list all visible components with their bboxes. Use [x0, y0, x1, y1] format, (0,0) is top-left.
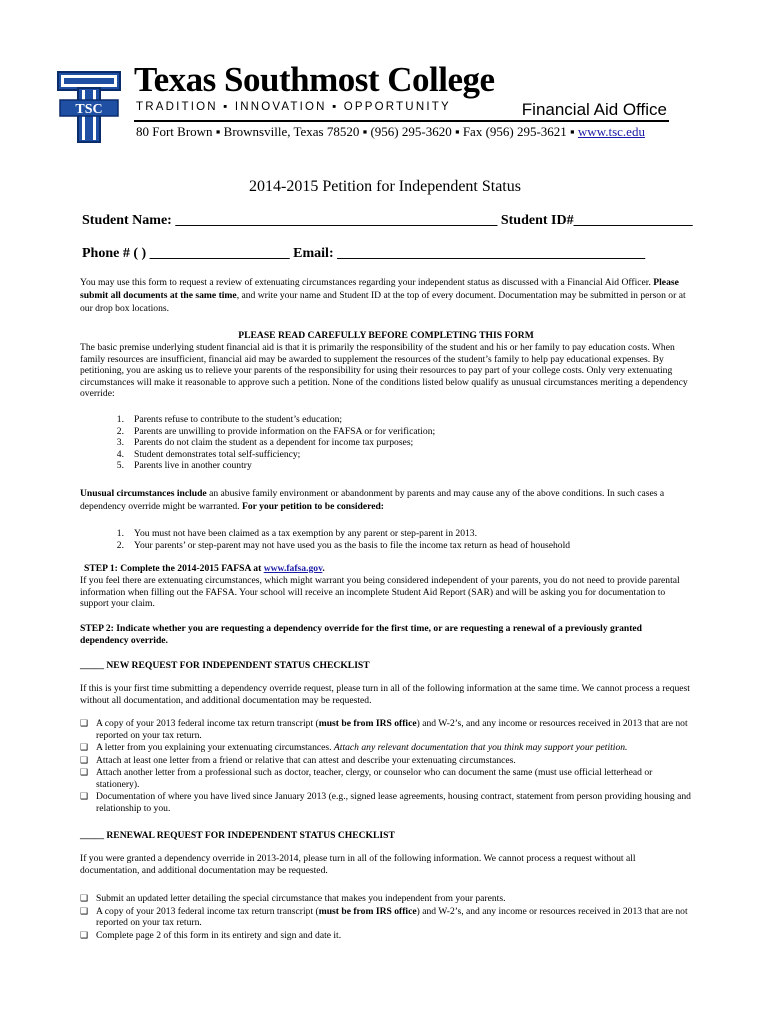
unusual-paragraph: [80, 487, 692, 513]
checkbox[interactable]: ❑: [80, 905, 89, 916]
checklist-text-part: A copy of your 2013 federal income tax return transcript (: [96, 718, 319, 729]
checklist-text: [96, 930, 692, 942]
list-number: 2.: [116, 425, 124, 437]
phone-email-field[interactable]: Phone # ( ) ____________________ Email: ____________________________________________: [82, 246, 646, 261]
intro-bold: Please submit all documents at the same time: [80, 277, 679, 301]
intro-line1: You may use this form to request a review of extenuating circumstances regarding your independent status as discussed with a Financial Aid Officer.: [80, 277, 651, 288]
checkbox[interactable]: ❑: [80, 742, 89, 752]
office-name: Financial Aid Office: [521, 100, 667, 119]
checklist-text-part: A letter from you explaining your extenuating circumstances.: [96, 742, 334, 753]
checkbox[interactable]: ❑: [80, 767, 89, 777]
list-number: 3.: [116, 437, 124, 448]
new-request-intro: If this is your first time submitting a dependency override request, please turn in all of the following information at the same time. We cannot process a request without all documentation, and additional documentation may be requested.: [80, 683, 690, 706]
intro-rest: , and write your name and Student ID at the top of every document. Documentation may be submitted in person or at our drop box locations.: [80, 290, 686, 314]
checkbox[interactable]: ❑: [80, 791, 89, 801]
student-name-field[interactable]: Student Name: ______________________________________________ Student ID#_________________: [82, 213, 693, 228]
website-link[interactable]: www.tsc.edu: [577, 124, 645, 139]
condition-item: [80, 414, 692, 426]
form-title: 2014-2015 Petition for Independent Status: [249, 178, 521, 195]
renewal-intro: If you were granted a dependency override in 2013-2014, please turn in all of the following information. We cannot process a request without all documentation, and additional documentation may be requested.: [80, 853, 636, 876]
new-request-item: [80, 791, 692, 814]
checklist-text-part: Attach at least one letter from a friend or relative that can attest and describe your extenuating circumstances.: [96, 754, 516, 766]
requirements-list: [80, 528, 692, 551]
address-text: 80 Fort Brown ▪ Brownsville, Texas 78520 ▪ (956) 295-3620 ▪ Fax (956) 295-3621 ▪: [136, 124, 578, 139]
checklist-text: [96, 906, 692, 929]
college-motto: TRADITION ▪ INNOVATION ▪ OPPORTUNITY: [136, 101, 451, 113]
tsc-logo: [56, 70, 122, 144]
checklist-text: [96, 893, 692, 905]
list-text: You must not have been claimed as a tax exemption by any parent or step-parent in 2013.: [134, 528, 477, 539]
checklist-italic-part: Attach any relevant documentation that you think may support your petition.: [333, 742, 628, 753]
step1-heading: [84, 562, 696, 575]
checklist-text-part: Submit an updated letter detailing the special circumstance that makes you independent from your parents.: [96, 893, 506, 904]
condition-item: [80, 437, 692, 449]
list-text: Your parents’ or step-parent may not have used you as the basis to file the income tax return as head of household: [134, 539, 571, 551]
intro-paragraph: [80, 276, 692, 315]
list-number: 1.: [116, 528, 124, 539]
checklist-text-part: A copy of your 2013 federal income tax return transcript (: [96, 905, 319, 917]
list-text: Student demonstrates total self-sufficiency;: [134, 448, 301, 460]
contact-address: [136, 124, 645, 140]
unusual-middle: an abusive family environment or abandonment by parents and may cause any of the above conditions. In such cases a dependency override might be warranted.: [80, 488, 665, 512]
conditions-list: [80, 414, 692, 472]
condition-item: [80, 449, 692, 461]
condition-item: [80, 426, 692, 438]
checklist-text: [96, 718, 692, 741]
checklist-text: [96, 767, 692, 790]
new-request-item: [80, 767, 692, 790]
college-name: Texas Southmost College: [134, 60, 495, 99]
checklist-text: [96, 791, 692, 814]
list-text: Parents do not claim the student as a dependent for income tax purposes;: [134, 437, 414, 448]
new-request-heading[interactable]: _____ NEW REQUEST FOR INDEPENDENT STATUS CHECKLIST: [80, 660, 370, 671]
list-number: 2.: [116, 539, 124, 551]
list-text: Parents live in another country: [134, 460, 252, 471]
list-text: Parents are unwilling to provide information on the FAFSA or for verification;: [134, 425, 436, 437]
renewal-item: [80, 930, 692, 942]
checklist-text-part: Attach another letter from a professional such as doctor, teacher, clergy, or counselor who can document the same (must use official letterhead or stationery).: [96, 767, 653, 790]
step1-heading-text: STEP 1: Complete the 2014-2015 FAFSA at: [84, 563, 264, 574]
premise-paragraph: The basic premise underlying student financial aid is that it is primarily the responsibility of the student and his or her family to pay education costs. When family resources are insufficient, financial aid may be awarded to supplement the resources of the student’s family to help pay educational expenses. By petitioning, you are asking us to relieve your parents of the responsibility for using their resources to pay part of your college costs. Only very extenuating circumstances will make it reasonable to approve such a petition. None of the conditions listed below qualify as unusual circumstances meriting a dependency override:: [80, 342, 688, 399]
new-request-item: [80, 755, 692, 767]
new-request-checklist: [80, 718, 692, 815]
checklist-text-post: ) and W-2’s, and any income or resources received in 2013 that are not reported on your tax return.: [96, 718, 688, 741]
requirement-item: [80, 528, 692, 540]
new-request-item: [80, 718, 692, 741]
renewal-checklist: [80, 893, 692, 942]
checkbox[interactable]: ❑: [80, 718, 89, 728]
step1-body: If you feel there are extenuating circumstances, which might warrant you being considered independent of your parents, you do not need to provide parental information when filling out the FAFSA. Your school will receive an incomplete Student Aid Report (SAR) and will be asking you for documentation to support your claim.: [80, 575, 680, 609]
checklist-text: [96, 742, 692, 754]
list-number: 4.: [116, 448, 124, 460]
unusual-bold-end: For your petition to be considered:: [241, 501, 385, 512]
fafsa-link[interactable]: www.fafsa.gov: [263, 563, 323, 574]
checkbox[interactable]: ❑: [80, 893, 89, 903]
unusual-bold-start: Unusual circumstances include: [80, 488, 207, 499]
checklist-text-post: ) and W-2’s, and any income or resources received in 2013 that are not reported on your tax return.: [96, 905, 688, 928]
list-number: 5.: [116, 460, 124, 471]
new-request-item: [80, 742, 692, 754]
list-text: Parents refuse to contribute to the student’s education;: [134, 414, 343, 425]
requirement-item: [80, 540, 692, 552]
header-divider: [134, 120, 669, 122]
read-carefully-heading: PLEASE READ CAREFULLY BEFORE COMPLETING THIS FORM: [238, 330, 534, 341]
list-number: 1.: [116, 414, 124, 425]
logo-text: TSC: [75, 102, 103, 117]
checklist-bold-part: must be from IRS office: [318, 905, 417, 917]
checklist-text-part: Documentation of where you have lived since January 2013 (e.g., signed lease agreements, housing contract, statement from person providing housing and relationship to you.: [96, 791, 691, 814]
step1-period: .: [322, 563, 325, 574]
step2-heading: STEP 2: Indicate whether you are requesting a dependency override for the first time, or are requesting a renewal of a previously granted dependency override.: [80, 623, 642, 646]
checklist-text: [96, 755, 692, 767]
renewal-heading[interactable]: _____ RENEWAL REQUEST FOR INDEPENDENT STATUS CHECKLIST: [80, 830, 395, 841]
checklist-bold-part: must be from IRS office: [318, 718, 417, 729]
renewal-item: [80, 893, 692, 905]
condition-item: [80, 460, 692, 472]
renewal-item: [80, 906, 692, 929]
checkbox[interactable]: ❑: [80, 929, 89, 940]
checkbox[interactable]: ❑: [80, 754, 89, 765]
checklist-text-part: Complete page 2 of this form in its entirety and sign and date it.: [96, 929, 342, 941]
